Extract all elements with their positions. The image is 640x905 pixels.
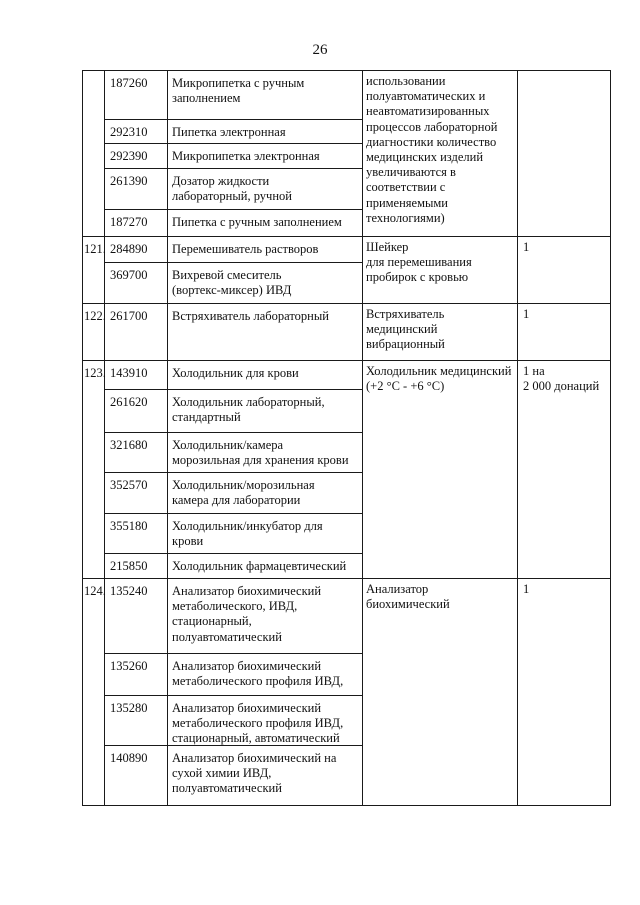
table-right-border (610, 70, 611, 806)
item-name: стандартный (172, 410, 241, 425)
item-name: Анализатор биохимический (172, 584, 322, 598)
item-name: Холодильник/инкубатор для (172, 519, 323, 533)
row-top-border (82, 303, 610, 304)
device-type: Встряхиватель (366, 307, 445, 321)
item-code: 187270 (110, 215, 148, 229)
row-number: 124. (84, 584, 106, 598)
device-type: медицинский (366, 322, 438, 337)
column-divider (362, 578, 363, 805)
column-divider (167, 303, 168, 360)
item-code: 135280 (110, 701, 148, 715)
table-bottom-border (82, 805, 610, 806)
device-description: использовании (366, 74, 446, 88)
device-description: увеличиваются в (366, 165, 456, 180)
column-divider (362, 303, 363, 360)
item-code: 292310 (110, 125, 148, 139)
quantity: 1 (523, 582, 530, 596)
item-code: 215850 (110, 559, 148, 573)
device-type: вибрационный (366, 337, 445, 352)
item-name: полуавтоматический (172, 629, 282, 644)
column-divider (167, 360, 168, 578)
row-top-border (82, 578, 610, 579)
row-number: 122. (84, 309, 106, 323)
item-code: 292390 (110, 149, 148, 163)
item-name: Пипетка электронная (172, 125, 286, 139)
device-description: медицинских изделий (366, 150, 484, 164)
item-name: крови (172, 534, 204, 549)
device-description: неавтоматизированных (366, 104, 490, 119)
item-code: 284890 (110, 242, 148, 256)
item-name: Вихревой смеситель (172, 268, 282, 282)
item-name: Встряхиватель лабораторный (172, 309, 329, 323)
item-name: Холодильник для крови (172, 366, 299, 380)
item-name: Пипетка с ручным заполнением (172, 215, 342, 229)
item-code: 143910 (110, 366, 148, 380)
item-divider (104, 472, 362, 473)
item-code: 355180 (110, 519, 148, 533)
item-code: 135260 (110, 659, 148, 673)
column-divider (517, 360, 518, 578)
device-description: полуавтоматических и (366, 89, 486, 104)
row-number: 121. (84, 242, 106, 256)
column-divider (362, 70, 363, 236)
device-type: (+2 °С - +6 °С) (366, 379, 445, 394)
item-divider (104, 513, 362, 514)
column-divider (517, 578, 518, 805)
quantity: 1 (523, 240, 530, 254)
column-divider (517, 303, 518, 360)
item-code: 187260 (110, 76, 148, 90)
device-type: Шейкер (366, 240, 409, 254)
item-name: стационарный, (172, 614, 252, 629)
quantity: 1 на (523, 364, 545, 378)
item-code: 261700 (110, 309, 148, 323)
item-name: камера для лаборатории (172, 493, 301, 508)
device-description: соответствии с (366, 180, 446, 195)
device-type: Анализатор (366, 582, 429, 596)
device-type: для перемешивания (366, 255, 472, 270)
item-name: лабораторный, ручной (172, 189, 292, 204)
row-top-border (82, 70, 610, 71)
item-name: метаболического профиля ИВД, (172, 716, 344, 731)
item-divider (104, 653, 362, 654)
item-divider (104, 168, 362, 169)
item-name: метаболического профиля ИВД, (172, 674, 344, 689)
item-name: Микропипетка с ручным (172, 76, 305, 90)
item-name: Холодильник/морозильная (172, 478, 315, 492)
item-name: Дозатор жидкости (172, 174, 270, 188)
device-description: технологиями) (366, 210, 445, 225)
row-number: 123. (84, 366, 106, 380)
item-divider (104, 209, 362, 210)
item-name: Перемешиватель растворов (172, 242, 319, 256)
item-code: 369700 (110, 268, 148, 282)
item-name: сухой химии ИВД, (172, 766, 272, 781)
item-divider (104, 695, 362, 696)
item-divider (104, 432, 362, 433)
device-description: применяемыми (366, 195, 448, 210)
item-code: 135240 (110, 584, 148, 598)
item-code: 261620 (110, 395, 148, 409)
device-description: диагностики количество (366, 134, 497, 149)
row-top-border (82, 236, 610, 237)
item-name: Микропипетка электронная (172, 149, 320, 163)
item-name: Анализатор биохимический на (172, 751, 337, 765)
item-divider (104, 553, 362, 554)
quantity: 2 000 донаций (523, 379, 600, 394)
device-type: биохимический (366, 597, 450, 612)
column-divider (362, 236, 363, 303)
column-divider (104, 578, 105, 805)
column-divider (517, 70, 518, 236)
item-name: Холодильник лабораторный, (172, 395, 325, 409)
item-name: Анализатор биохимический (172, 659, 322, 673)
column-divider (104, 360, 105, 578)
quantity: 1 (523, 307, 530, 321)
item-name: Холодильник фармацевтический (172, 559, 347, 573)
item-name: метаболического, ИВД, (172, 599, 298, 614)
item-name: заполнением (172, 91, 241, 106)
item-divider (104, 389, 362, 390)
item-code: 321680 (110, 438, 148, 452)
column-divider (104, 70, 105, 236)
column-divider (362, 360, 363, 578)
row-top-border (82, 360, 610, 361)
item-name: полуавтоматический (172, 781, 282, 796)
item-name: стационарный, автоматический (172, 731, 340, 746)
page-number: 26 (312, 42, 328, 58)
item-name: морозильная для хранения крови (172, 453, 349, 468)
item-divider (104, 119, 362, 120)
column-divider (167, 578, 168, 805)
column-divider (167, 236, 168, 303)
item-name: (вортекс-миксер) ИВД (172, 283, 292, 298)
item-code: 140890 (110, 751, 148, 765)
item-name: Анализатор биохимический (172, 701, 322, 715)
device-type: Холодильник медицинский (366, 364, 512, 378)
device-type: пробирок с кровью (366, 270, 469, 285)
item-code: 261390 (110, 174, 148, 188)
device-description: процессов лабораторной (366, 119, 498, 134)
table-left-border (82, 70, 83, 806)
column-divider (517, 236, 518, 303)
item-divider (104, 143, 362, 144)
item-divider (104, 262, 362, 263)
item-code: 352570 (110, 478, 148, 492)
column-divider (167, 70, 168, 236)
item-name: Холодильник/камера (172, 438, 284, 452)
